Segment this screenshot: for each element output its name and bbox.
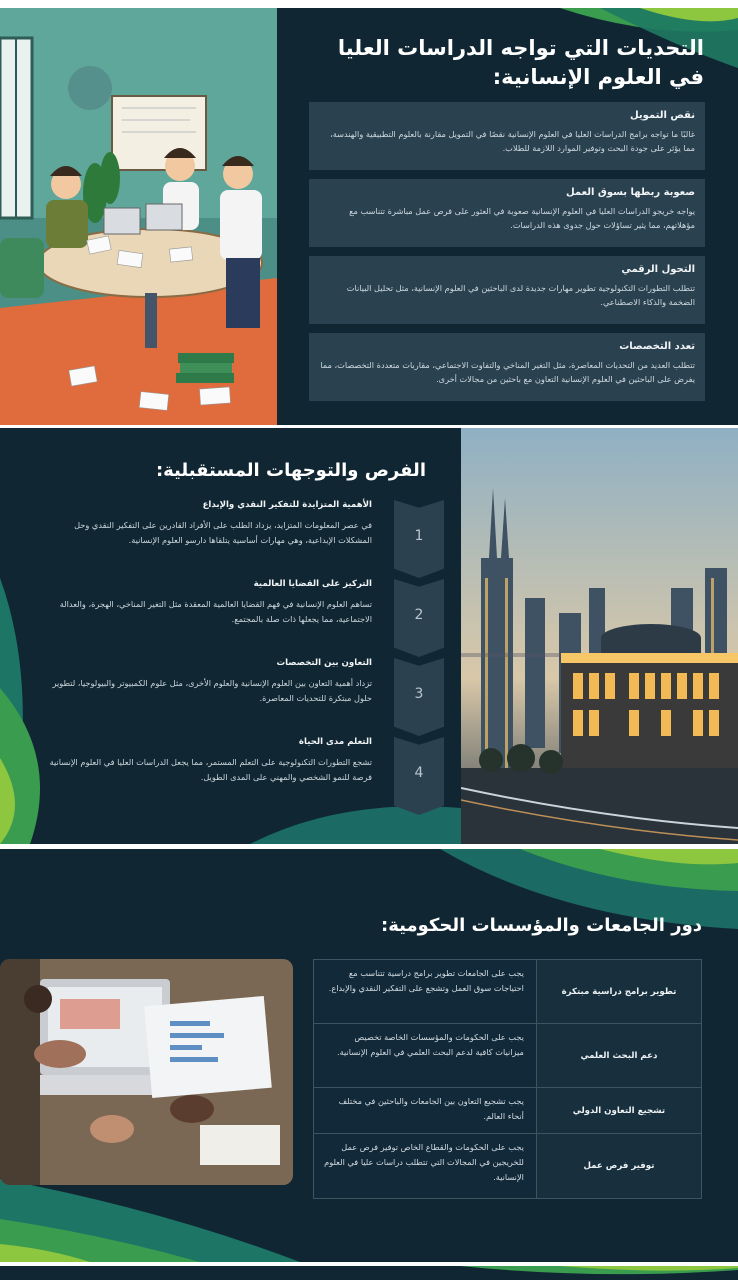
next-slide-strip bbox=[0, 1266, 738, 1280]
step-text: تساهم العلوم الإنسانية في فهم القضايا العالمية المعقدة مثل التغير المناخي، الهجرة، والعدالة الاجتماعية، مما يجعلها ذات صلة بالمجتمع. bbox=[59, 599, 372, 624]
challenge-card bbox=[309, 102, 705, 170]
table-row bbox=[314, 1088, 701, 1134]
step-title: التعلم مدى الحياة bbox=[298, 737, 372, 747]
step-title: التعاون بين التخصصات bbox=[276, 658, 372, 668]
role-description: يجب تشجيع التعاون بين الجامعات والباحثين في مختلف أنحاء العالم. bbox=[314, 1088, 536, 1133]
slide-title: الفرص والتوجهات المستقبلية: bbox=[155, 460, 426, 481]
step-title: الأهمية المتزايدة للتفكير النقدي والإبداع bbox=[202, 500, 372, 510]
slide-opportunities bbox=[0, 428, 738, 844]
step-text: تزداد أهمية التعاون بين العلوم الإنسانية والعلوم الأخرى، مثل علوم الكمبيوتر والبيولوجيا، لتطوير حلول مبتكرة للتحديات المعاصرة. bbox=[52, 678, 372, 703]
opportunity-step bbox=[40, 658, 450, 736]
card-text: تتطلب العديد من التحديات المعاصرة، مثل التغير المناخي والتفاوت الاجتماعي، مقاربات متعددة التخصصات، مما يفرض على الباحثين في العلوم الإنسانية التعاون مع باحثين من مجالات أخرى. bbox=[320, 360, 695, 384]
step-text-block bbox=[40, 737, 372, 785]
role-description: يجب على الجامعات تطوير برامج دراسية تتناسب مع احتياجات سوق العمل وتشجع على التفكير النقدي والإبداع. bbox=[314, 960, 536, 1023]
role-description: يجب على الحكومات والمؤسسات الخاصة تخصيص ميزانيات كافية لدعم البحث العلمي في العلوم الإنسانية. bbox=[314, 1024, 536, 1087]
meeting-photo bbox=[0, 959, 293, 1185]
step-title: التركيز على القضايا العالمية bbox=[253, 579, 372, 589]
students-illustration bbox=[0, 8, 277, 425]
step-number: 1 bbox=[414, 528, 424, 544]
slide-title: التحديات التي تواجه الدراسات العليا في العلوم الإنسانية: bbox=[337, 36, 704, 89]
slide-roles bbox=[0, 849, 738, 1262]
slide-title: دور الجامعات والمؤسسات الحكومية: bbox=[381, 915, 702, 936]
card-title: التحول الرقمي bbox=[621, 264, 695, 275]
table-row bbox=[314, 960, 701, 1024]
step-text-block bbox=[40, 658, 372, 706]
card-title: نقص التمويل bbox=[630, 110, 695, 121]
challenge-card bbox=[309, 179, 705, 247]
roles-table bbox=[313, 959, 702, 1199]
opportunity-step bbox=[40, 500, 450, 578]
step-text: في عصر المعلومات المتزايد، يزداد الطلب على الأفراد القادرين على التفكير النقدي وحل المشكلات الإبداعية، وهي مهارات أساسية يتلقاها دارسو العلوم الإنسانية. bbox=[74, 520, 372, 545]
table-row bbox=[314, 1134, 701, 1198]
role-name: تطوير برامج دراسية مبتكرة bbox=[536, 960, 701, 1023]
step-text-block bbox=[40, 500, 372, 548]
challenge-card bbox=[309, 333, 705, 401]
role-name: تشجيع التعاون الدولي bbox=[536, 1088, 701, 1133]
role-name: توفير فرص عمل bbox=[536, 1134, 701, 1198]
opportunity-step bbox=[40, 579, 450, 657]
step-number: 2 bbox=[414, 607, 424, 623]
card-text: يواجه خريجو الدراسات العليا في العلوم الإنسانية صعوبة في العثور على فرص عمل مباشرة تتناسب مع مؤهلاتهم، مما يثير تساؤلات حول جدوى هذه الدراسات. bbox=[349, 206, 695, 230]
card-text: تتطلب التطورات التكنولوجية تطوير مهارات جديدة لدى الباحثين في العلوم الإنسانية، مثل تحليل البيانات الضخمة والذكاء الاصطناعي. bbox=[346, 283, 695, 307]
opportunity-step bbox=[40, 737, 450, 815]
step-number: 4 bbox=[414, 765, 424, 781]
city-campus-photo bbox=[461, 428, 738, 844]
step-text: تشجع التطورات التكنولوجية على التعلم المستمر، مما يجعل الدراسات العليا في العلوم الإنسانية فرصة للنمو الشخصي والمهني على المدى الطويل. bbox=[49, 757, 372, 782]
slide-challenges bbox=[0, 8, 738, 425]
card-title: تعدد التخصصات bbox=[619, 341, 695, 352]
table-row bbox=[314, 1024, 701, 1088]
challenges-content bbox=[290, 8, 738, 425]
step-number: 3 bbox=[414, 686, 424, 702]
role-name: دعم البحث العلمي bbox=[536, 1024, 701, 1087]
challenge-card bbox=[309, 256, 705, 324]
step-text-block bbox=[40, 579, 372, 627]
card-title: صعوبة ربطها بسوق العمل bbox=[565, 187, 695, 198]
card-text: غالبًا ما تواجه برامج الدراسات العليا في العلوم الإنسانية نقصًا في التمويل مقارنة بالعلوم التطبيقية والهندسة، مما يؤثر على جودة البحث وتوفير الموارد اللازمة للطلاب. bbox=[330, 129, 695, 153]
role-description: يجب على الحكومات والقطاع الخاص توفير فرص عمل للخريجين في المجالات التي تتطلب دراسات عليا في العلوم الإنسانية. bbox=[314, 1134, 536, 1198]
